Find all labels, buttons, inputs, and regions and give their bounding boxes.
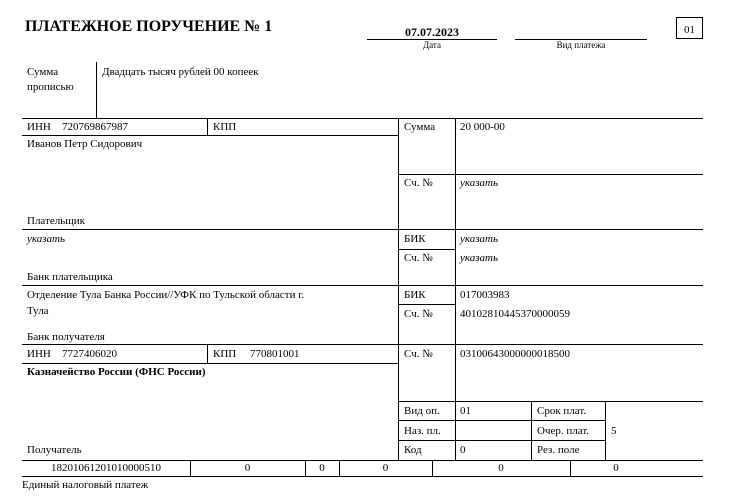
payer-bik-label: БИК bbox=[404, 233, 426, 245]
payer-account-label: Сч. № bbox=[404, 177, 433, 189]
main-divider bbox=[398, 118, 399, 460]
payer-bank-bottom-line bbox=[22, 285, 703, 286]
payee-bik-line bbox=[398, 304, 455, 305]
priority: 5 bbox=[611, 425, 617, 437]
document-title: ПЛАТЕЖНОЕ ПОРУЧЕНИЕ № 1 bbox=[25, 18, 273, 35]
payee-kpp-label: КПП bbox=[213, 348, 237, 360]
priority-label: Очер. плат. bbox=[537, 425, 590, 437]
payer-bottom-line bbox=[22, 229, 703, 230]
payer-label: Плательщик bbox=[27, 215, 85, 227]
date-value: 07.07.2023 bbox=[405, 25, 459, 39]
op-type-label: Вид оп. bbox=[404, 405, 440, 417]
payer-bank-label: Банк плательщика bbox=[27, 271, 113, 283]
date-label: Дата bbox=[423, 40, 441, 50]
amount-bottom-line bbox=[398, 174, 703, 175]
purpose-code-label: Наз. пл. bbox=[404, 425, 441, 437]
payee-bank-account: 40102810445370000059 bbox=[460, 308, 570, 320]
amount-words-label-2: прописью bbox=[27, 81, 74, 93]
code-label: Код bbox=[404, 444, 422, 456]
tax-field-kbk: 18201061201010000510 bbox=[51, 462, 161, 474]
payer-name: Иванов Петр Сидорович bbox=[27, 138, 143, 150]
payer-account: указать bbox=[460, 177, 498, 189]
payee-name: Казначейство России (ФНС России) bbox=[27, 366, 206, 378]
payer-bik-line bbox=[398, 249, 455, 250]
tax-field-doc-number: 0 bbox=[498, 462, 504, 474]
row-line-top bbox=[22, 118, 703, 119]
amount-label: Сумма bbox=[404, 121, 436, 133]
payer-inn-line bbox=[22, 135, 398, 136]
tax-field-period: 0 bbox=[382, 462, 389, 474]
payer-kpp-label: КПП bbox=[213, 121, 237, 133]
payer-kpp-divider bbox=[207, 118, 208, 135]
tax-row-bottom-line bbox=[22, 476, 703, 477]
tax-field-basis: 0 bbox=[319, 462, 325, 474]
payee-bank-label: Банк получателя bbox=[27, 331, 105, 343]
reserve-label: Рез. поле bbox=[537, 444, 580, 456]
payee-bank-bottom-line bbox=[22, 344, 703, 345]
payee-bank-name-1: Отделение Тула Банка России//УФК по Тульской области г. bbox=[27, 289, 305, 301]
payee-bank-account-label: Сч. № bbox=[404, 308, 433, 320]
payee-bank-name-2: Тула bbox=[27, 305, 49, 317]
second-divider bbox=[455, 118, 456, 460]
operation-line-2 bbox=[398, 440, 605, 441]
operation-line-1 bbox=[398, 420, 605, 421]
payee-inn-label: ИНН bbox=[27, 348, 51, 360]
due-label: Срок плат. bbox=[537, 405, 587, 417]
form-code: 01 bbox=[684, 24, 695, 36]
payer-bik: указать bbox=[460, 233, 498, 245]
payee-account-label: Сч. № bbox=[404, 348, 433, 360]
payee-inn-line bbox=[22, 363, 398, 364]
tax-field-oktmo: 0 bbox=[244, 462, 251, 474]
payee-kpp: 770801001 bbox=[250, 348, 300, 360]
payee-bik-label: БИК bbox=[404, 289, 426, 301]
payment-type-label: Вид платежа bbox=[556, 40, 606, 50]
tax-row-top-line bbox=[22, 460, 703, 461]
code: 0 bbox=[460, 444, 466, 456]
payee-bik: 017003983 bbox=[460, 289, 510, 301]
operation-top-line bbox=[398, 401, 703, 402]
payment-purpose: Единый налоговый платеж bbox=[22, 479, 149, 491]
op-type: 01 bbox=[460, 405, 471, 417]
operation-divider-2 bbox=[605, 401, 606, 460]
payer-bank-account-label: Сч. № bbox=[404, 252, 433, 264]
amount-value: 20 000-00 bbox=[460, 121, 505, 133]
tax-field-doc-date: 0 bbox=[613, 462, 619, 474]
payer-bank-account: указать bbox=[460, 252, 498, 264]
amount-words-value: Двадцать тысяч рублей 00 копеек bbox=[102, 66, 259, 78]
payee-account: 03100643000000018500 bbox=[460, 348, 570, 360]
payer-bank-name: указать bbox=[27, 233, 65, 245]
payee-inn: 7727406020 bbox=[62, 348, 117, 360]
amount-words-label-1: Сумма bbox=[27, 66, 59, 78]
payee-kpp-divider bbox=[207, 344, 208, 363]
operation-divider-1 bbox=[531, 401, 532, 460]
payer-inn: 720769867987 bbox=[62, 121, 128, 133]
amount-words-divider bbox=[96, 62, 97, 118]
payee-label: Получатель bbox=[27, 444, 82, 456]
payer-inn-label: ИНН bbox=[27, 121, 51, 133]
